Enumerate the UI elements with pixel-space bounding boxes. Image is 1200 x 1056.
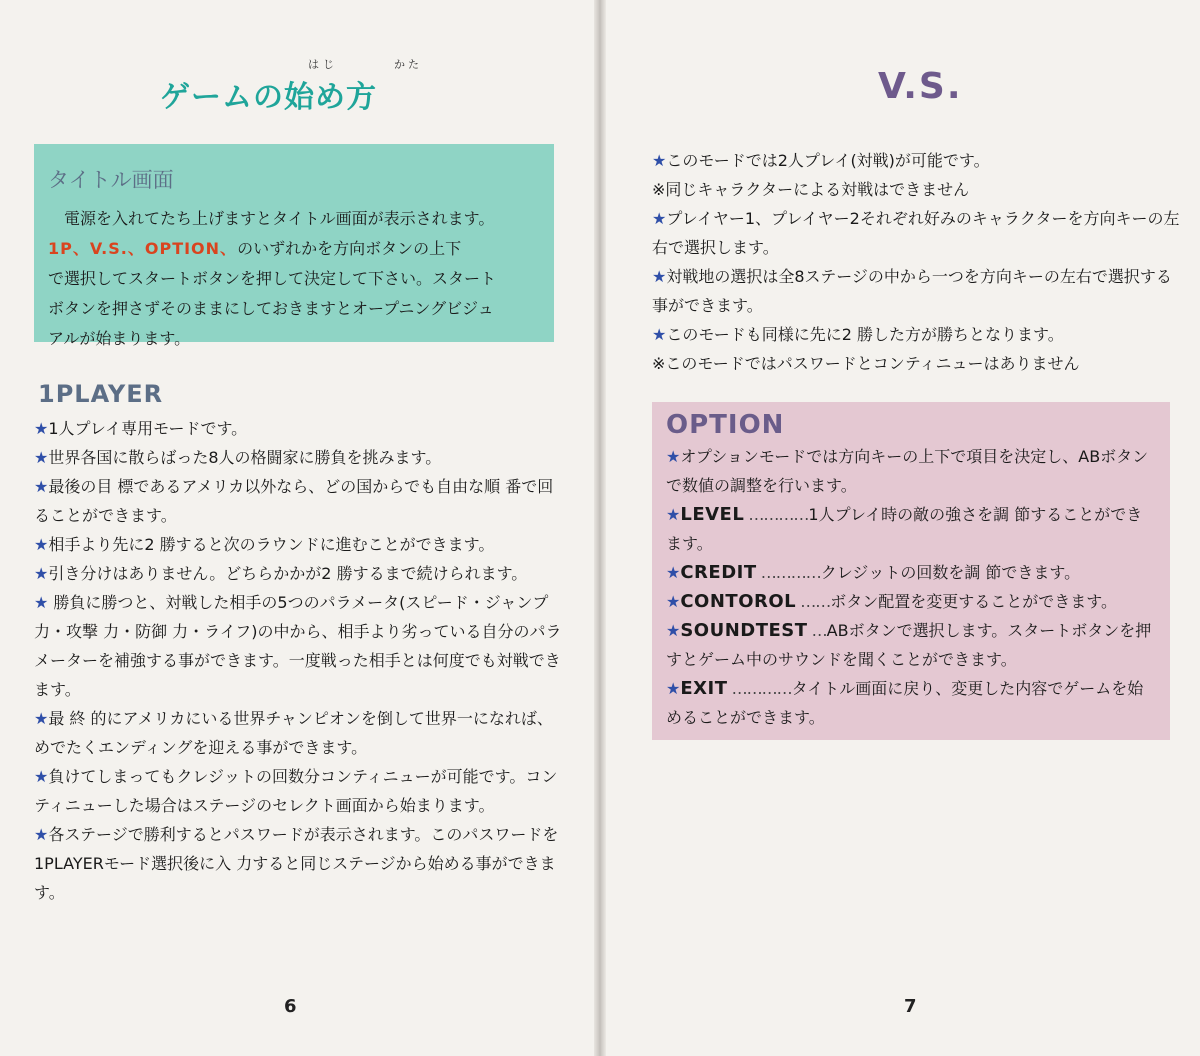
star-icon: ★ [34,767,49,786]
title-screen-line4: ボタンを押さずそのままにしておきますとオープニングビジュ [48,299,494,318]
option-heading: OPTION [666,410,785,440]
option-item-exit: ★EXIT …………タイトル画面に戻り、変更した内容でゲームを始めることができます。 [666,678,1144,727]
star-icon: ★ [666,621,681,640]
star-icon: ★ [666,679,681,698]
oneplayer-item: ★最後の目 標であるアメリカ以外なら、どの国からでも自由な順 番で回ることができます。 [34,477,554,525]
star-icon: ★ [34,709,49,728]
option-item-control: ★CONTOROL ……ボタン配置を変更することができます。 [666,591,1117,612]
title-screen-box [34,144,554,348]
title-screen-line5: アルが始まります。 [48,329,191,348]
star-icon: ★ [34,419,49,438]
page-number-right: 7 [904,996,917,1017]
star-icon: ★ [652,267,667,286]
title-screen-heading: タイトル画面 [48,168,174,192]
oneplayer-heading: 1PLAYER [38,380,164,408]
vs-note: ※同じキャラクターによる対戦はできません [652,180,970,199]
option-box [652,402,1170,740]
vs-item: ★このモードも同様に先に2 勝した方が勝ちとなります。 [652,325,1064,344]
page-title-how-to-start: ゲームの始め方 [160,80,377,115]
oneplayer-item: ★世界各国に散らばった8人の格闘家に勝負を挑みます。 [34,448,442,467]
oneplayer-text [34,414,562,907]
star-icon: ★ [34,593,49,612]
vs-item: ★対戦地の選択は全8ステージの中から一つを方向キーの左右で選択する事ができます。 [652,267,1172,315]
title-screen-text [48,204,540,354]
star-icon: ★ [652,151,667,170]
star-icon: ★ [34,477,49,496]
star-icon: ★ [666,592,681,611]
star-icon: ★ [652,209,667,228]
oneplayer-item: ★ 勝負に勝つと、対戦した相手の5つのパラメータ(スピード・ジャンプ力・攻撃 力・防御 力・ライフ)の中から、相手より劣っている自分のパラメーターを補強する事ができます。一度戦った相手とは何度でも対戦できます。 [34,593,562,699]
oneplayer-item: ★負けてしまってもクレジットの回数分コンティニューが可能です。コンティニューした場合はステージのセレクト画面から始まります。 [34,767,558,815]
star-icon: ★ [652,325,667,344]
star-icon: ★ [34,448,49,467]
option-item-level: ★LEVEL …………1人プレイ時の敵の強さを調 節することができます。 [666,504,1143,553]
title-screen-line1: 電源を入れてたち上げますとタイトル画面が表示されます。 [64,209,495,228]
star-icon: ★ [666,447,681,466]
option-item-soundtest: ★SOUNDTEST …ABボタンで選択します。スタートボタンを押すとゲーム中のサウンドを聞くことができます。 [666,620,1152,669]
star-icon: ★ [34,535,49,554]
option-text [666,442,1158,732]
vs-note: ※このモードではパスワードとコンティニューはありません [652,354,1080,373]
title-screen-options: 1P、V.S.、OPTION、 [48,239,238,258]
star-icon: ★ [34,564,49,583]
title-screen-line2: のいずれかを方向ボタンの上下 [237,239,462,258]
book-spine [594,0,606,1056]
star-icon: ★ [34,825,49,844]
oneplayer-item: ★引き分けはありません。どちらかかが2 勝するまで続けられます。 [34,564,528,583]
title-screen-line3: で選択してスタートボタンを押して決定して下さい。スタート [48,269,497,288]
oneplayer-item: ★最 終 的にアメリカにいる世界チャンピオンを倒して世界一になれば、めでたくエンディングを迎える事ができます。 [34,709,553,757]
page-number-left: 6 [284,996,297,1017]
vs-item: ★このモードでは2人プレイ(対戦)が可能です。 [652,151,990,170]
option-intro: ★オプションモードでは方向キーの上下で項目を決定し、ABボタンで数値の調整を行います。 [666,447,1149,495]
vs-text [652,146,1182,378]
vs-item: ★プレイヤー1、プレイヤー2それぞれ好みのキャラクターを方向キーの左右で選択します。 [652,209,1180,257]
oneplayer-item: ★1人プレイ専用モードです。 [34,419,248,438]
title-ruby-hajime: はじ [308,58,338,71]
star-icon: ★ [666,563,681,582]
option-item-credit: ★CREDIT …………クレジットの回数を調 節できます。 [666,562,1081,583]
page-title-vs: V.S. [878,66,963,107]
oneplayer-item: ★各ステージで勝利するとパスワードが表示されます。このパスワードを1PLAYERモード選択後に入 力すると同じステージから始める事ができます。 [34,825,559,902]
oneplayer-item: ★相手より先に2 勝すると次のラウンドに進むことができます。 [34,535,495,554]
title-ruby-kata: かた [394,58,422,71]
star-icon: ★ [666,505,681,524]
